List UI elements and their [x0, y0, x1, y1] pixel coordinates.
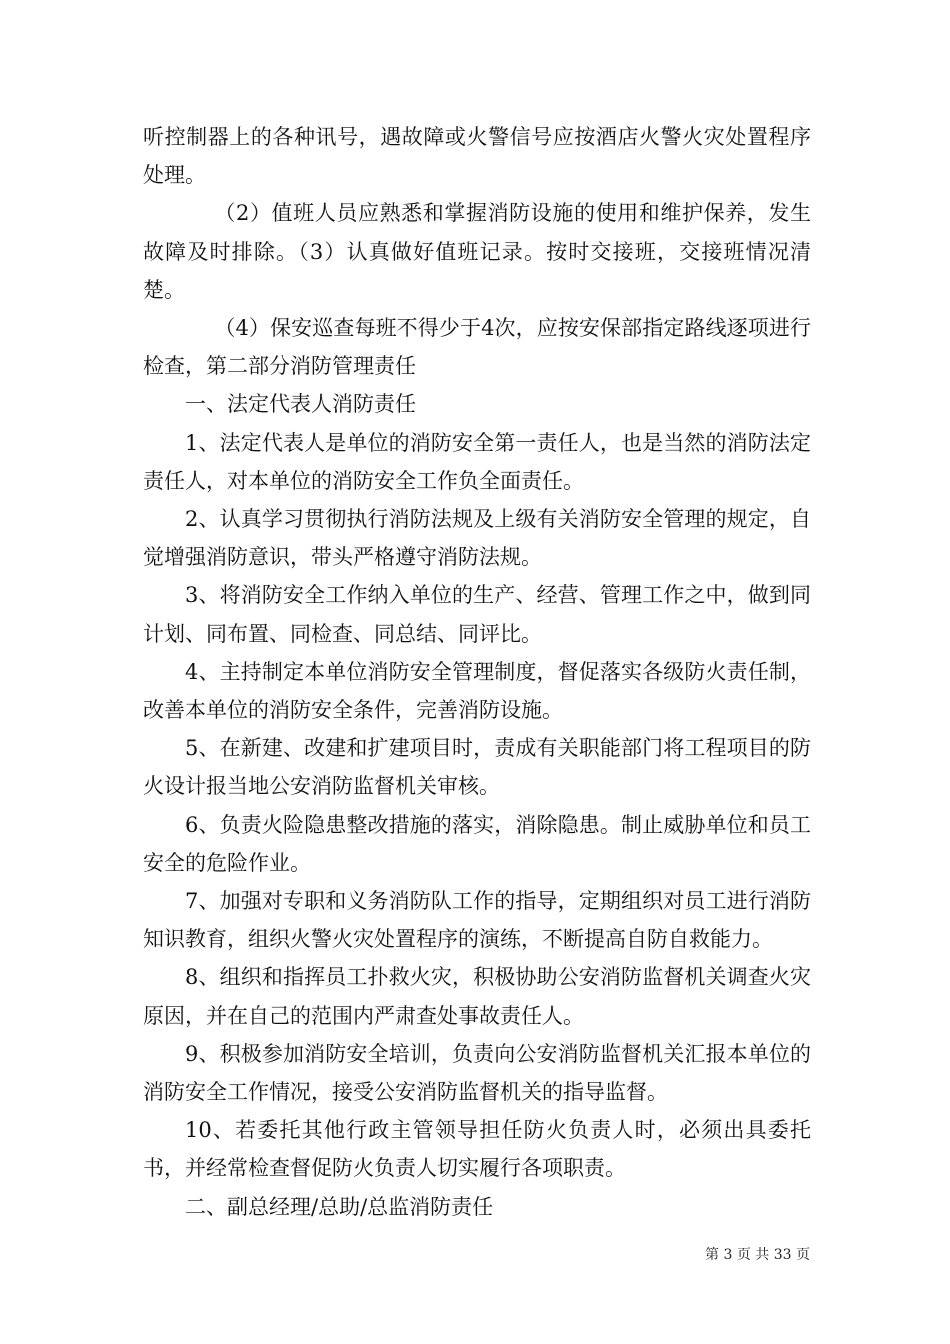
- paragraph-item-9: 9、积极参加消防安全培训，负责向公安消防监督机关汇报本单位的消防安全工作情况，接受公安消防监督机关的指导监督。: [143, 1041, 811, 1105]
- paragraph-item-1: 1、法定代表人是单位的消防安全第一责任人，也是当然的消防法定责任人，对本单位的消防安全工作负全面责任。: [143, 430, 811, 493]
- paragraph-item-10: 10、若委托其他行政主管领导担任防火负责人时，必须出具委托书，并经常检查督促防火负责人切实履行各项职责。: [143, 1118, 811, 1181]
- paragraph-item-3: 3、将消防安全工作纳入单位的生产、经营、管理工作之中，做到同计划、同布置、同检查、同总结、同评比。: [143, 583, 811, 646]
- page-number-footer: 第 3 页 共 33 页: [705, 1247, 810, 1263]
- section-heading-legal-representative: 一、法定代表人消防责任: [185, 392, 416, 417]
- paragraph-item-7: 7、加强对专职和义务消防队工作的指导，定期组织对员工进行消防知识教育，组织火警火灾处置程序的演练，不断提高自防自救能力。: [143, 889, 811, 952]
- paragraph-item-8: 8、组织和指挥员工扑救火灾，积极协助公安消防监督机关调查火灾原因，并在自己的范围内严肃查处事故责任人。: [143, 965, 811, 1028]
- paragraph-item-2: 2、认真学习贯彻执行消防法规及上级有关消防安全管理的规定，自觉增强消防意识，带头严格遵守消防法规。: [143, 507, 811, 570]
- paragraph-item-4: 4、主持制定本单位消防安全管理制度，督促落实各级防火责任制，改善本单位的消防安全条件，完善消防设施。: [143, 659, 811, 723]
- paragraph-duty-item-4: （4）保安巡查每班不得少于4次，应按安保部指定路线逐项进行检查，第二部分消防管理责任: [143, 316, 811, 379]
- paragraph-continuation: 听控制器上的各种讯号，遇故障或火警信号应按酒店火警火灾处置程序处理。: [143, 125, 811, 188]
- document-body: [143, 118, 811, 1226]
- section-heading-deputy-gm: 二、副总经理/总助/总监消防责任: [185, 1194, 494, 1219]
- paragraph-item-6: 6、负责火险隐患整改措施的落实，消除隐患。制止威胁单位和员工安全的危险作业。: [143, 812, 811, 875]
- paragraph-duty-item-2-3: （2）值班人员应熟悉和掌握消防设施的使用和维护保养，发生故障及时排除。（3）认真做好值班记录。按时交接班，交接班情况清楚。: [143, 201, 811, 302]
- paragraph-item-5: 5、在新建、改建和扩建项目时，责成有关职能部门将工程项目的防火设计报当地公安消防监督机关审核。: [143, 736, 811, 799]
